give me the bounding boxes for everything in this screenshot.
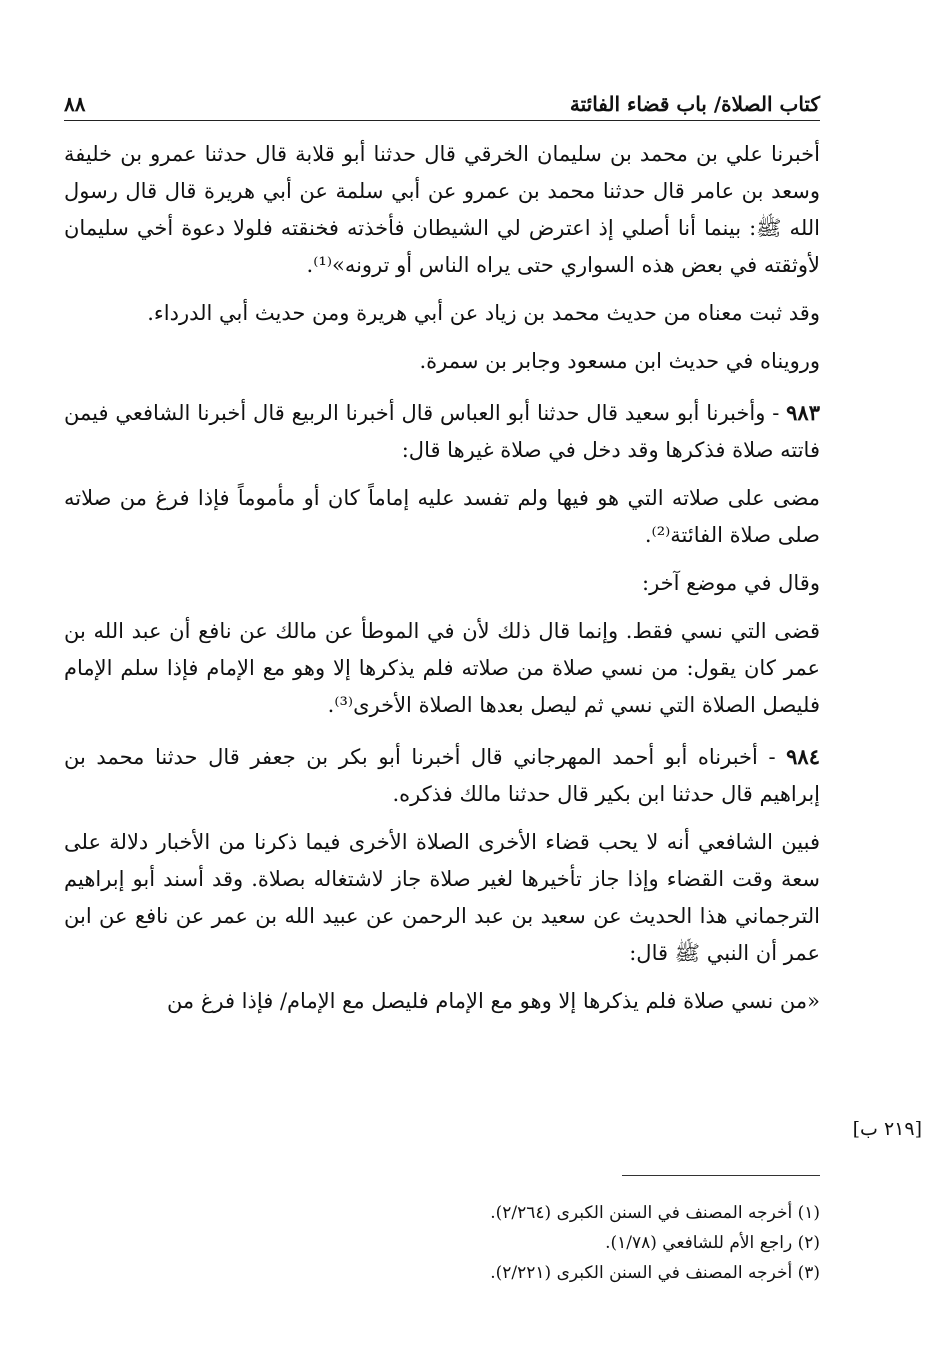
- paragraph-other-place: وقال في موضع آخر:: [642, 571, 820, 595]
- page-header: [64, 82, 820, 116]
- hadith-text: - وأخبرنا أبو سعيد قال حدثنا أبو العباس قال أخبرنا الربيع قال أخبرنا الشافعي فيمن فاتته صلاة فذكرها وقد دخل في صلاة غيرها قال:: [64, 401, 820, 462]
- page-number: ٨٨: [64, 92, 86, 116]
- footnote-item: (٢) راجع الأم للشافعي (١/٧٨).: [605, 1233, 820, 1253]
- hadith-text: - أخبرناه أبو أحمد المهرجاني قال أخبرنا أبو بكر بن جعفر قال حدثنا محمد بن إبراهيم قال حدثنا ابن بكير قال حدثنا مالك فذكره.: [64, 745, 820, 806]
- footnote-rule: [622, 1175, 820, 1176]
- header-rule: [64, 120, 820, 121]
- paragraph-quote: «من نسي صلاة فلم يذكرها إلا وهو مع الإمام فليصل مع الإمام/ فإذا فرغ من: [166, 989, 820, 1013]
- paragraph-explanation: فبين الشافعي أنه لا يحب قضاء الأخرى الصلاة الأخرى فيما ذكرنا من الأخبار دلالة على سعة وقت القضاء وإذا جاز تأخيرها لغير صلاة جاز لاشتغاله بصلاة. وقد أسند أبو إبراهيم الترجماني هذا الحديث عن سعيد بن عبد الرحمن عن عبيد الله بن عمر عن نافع عن ابن عمر أن النبي ﷺ قال:: [64, 830, 820, 965]
- hadith-number: ٩٨٤: [786, 744, 820, 769]
- paragraph-muwatta: قضى التي نسي فقط. وإنما قال ذلك لأن في الموطأ عن مالك عن نافع أن عبد الله بن عمر كان يقول: من نسي صلاة من صلاته فلم يذكرها إلا وهو مع الإمام فإذا سلم الإمام فليصل الصلاة التي نسي ثم ليصل بعدها الصلاة الأخرى⁽³⁾.: [64, 619, 820, 717]
- paragraph-hadith-text: أخبرنا علي بن محمد بن سليمان الخرقي قال حدثنا أبو قلابة قال حدثنا عمرو بن خليفة وسعد بن عامر قال حدثنا محمد بن عمرو عن أبي سلمة عن أبي هريرة قال قال رسول الله ﷺ: بينما أنا أصلي إذ اعترض لي الشيطان فأخذته فخنقته فلولا دعوة أخي سليمان لأوثقته في بعض هذه السواري حتى يراه الناس أو ترونه»⁽¹⁾.: [64, 142, 820, 277]
- main-text: [64, 136, 820, 1031]
- hadith-983: [64, 394, 820, 469]
- paragraph-ruling: مضى على صلاته التي هو فيها ولم تفسد عليه إماماً كان أو مأموماً فإذا فرغ من صلاته صلى صلاة الفائتة⁽²⁾.: [64, 486, 820, 547]
- footnotes: [200, 1198, 820, 1288]
- footnote-item: (٣) أخرجه المصنف في السنن الكبرى (٢/٢٢١).: [490, 1263, 820, 1283]
- hadith-number: ٩٨٣: [786, 400, 820, 425]
- paragraph-narration-note: ورويناه في حديث ابن مسعود وجابر بن سمرة.: [419, 349, 820, 373]
- running-title: كتاب الصلاة/ باب قضاء الفائتة: [569, 92, 820, 116]
- manuscript-folio-mark: [٢١٩ ب]: [852, 1118, 922, 1140]
- paragraph-commentary: وقد ثبت معناه من حديث محمد بن زياد عن أبي هريرة ومن حديث أبي الدرداء.: [147, 301, 820, 325]
- footnote-item: (١) أخرجه المصنف في السنن الكبرى (٢/٢٦٤).: [490, 1203, 820, 1223]
- hadith-984: [64, 738, 820, 813]
